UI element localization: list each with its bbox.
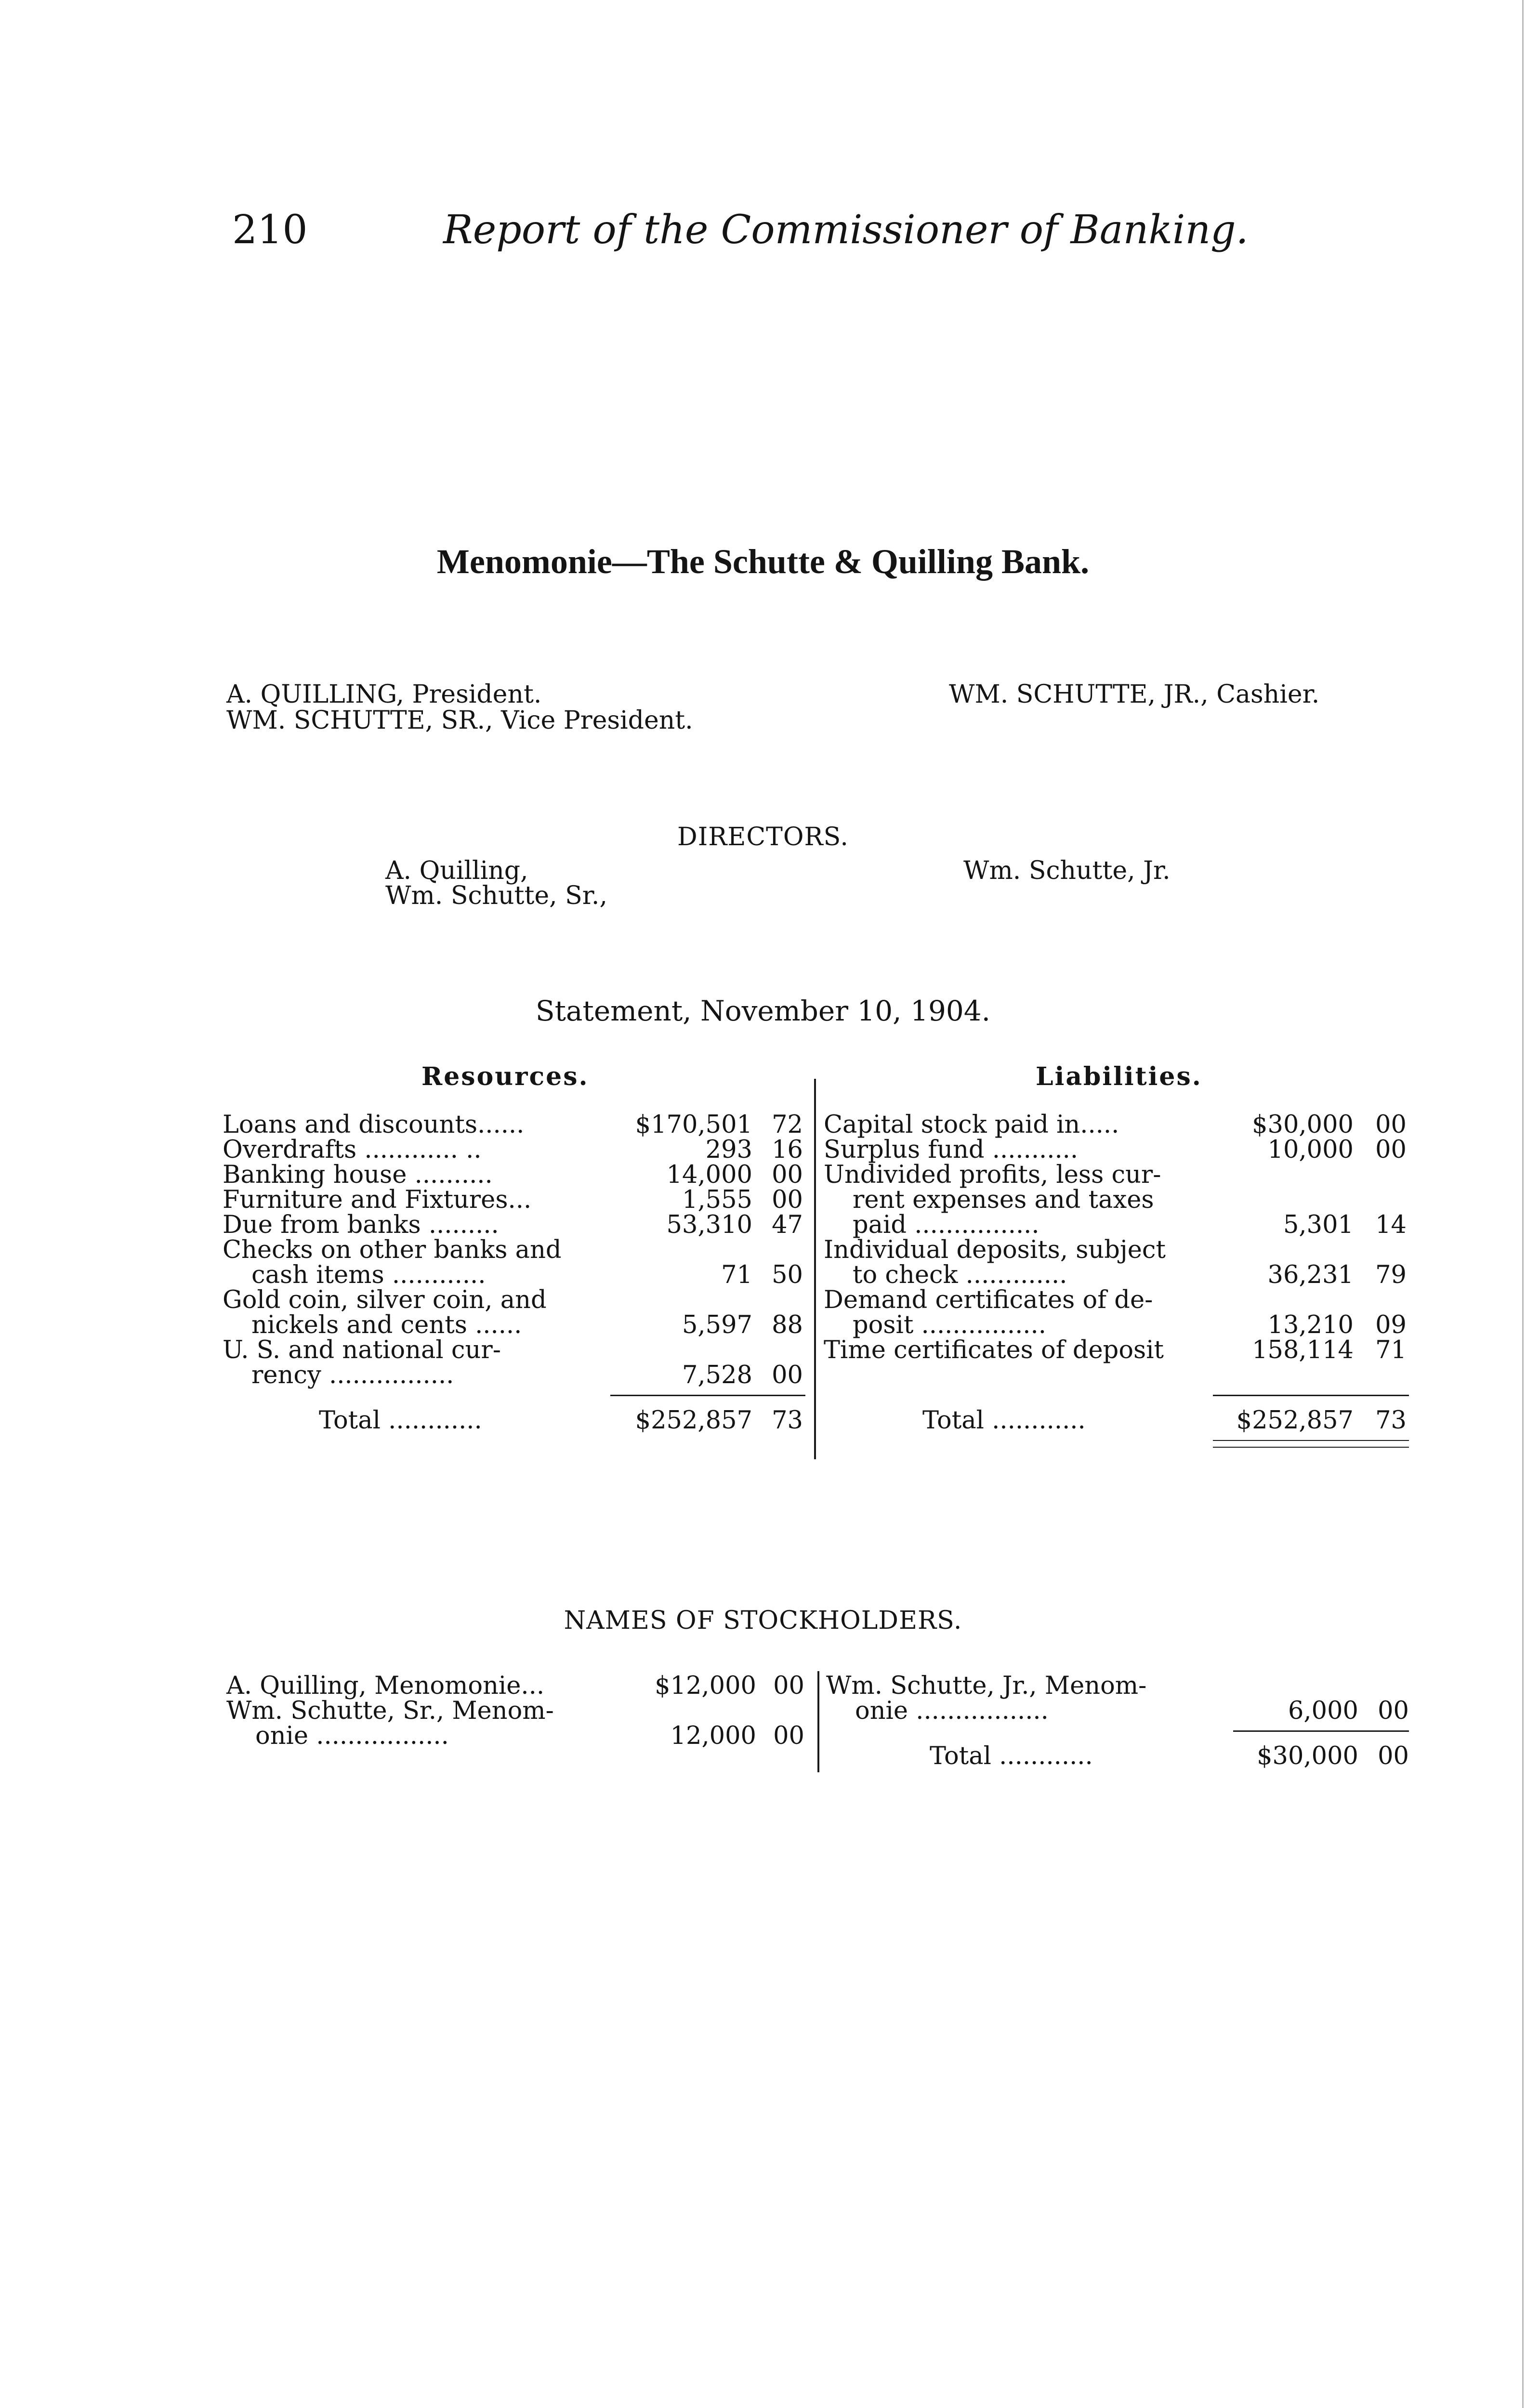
row-label: nickels and cents ...... bbox=[251, 1311, 522, 1339]
total-cents: 73 bbox=[1375, 1406, 1407, 1435]
amount-dollars: $170,501 bbox=[635, 1111, 752, 1139]
row-label: Due from banks ......... bbox=[223, 1211, 499, 1239]
amount-cents: 00 bbox=[1378, 1697, 1409, 1725]
amount-cents: 00 bbox=[773, 1722, 804, 1750]
row-label: posit ................ bbox=[853, 1311, 1046, 1339]
total-cents: 00 bbox=[1378, 1742, 1409, 1770]
liabilities-table bbox=[824, 1112, 1409, 1450]
stockholders-right-table bbox=[826, 1674, 1409, 1780]
stockholders-heading: NAMES OF STOCKHOLDERS. bbox=[564, 1606, 962, 1635]
officer-president: A. QUILLING, President. bbox=[226, 680, 542, 709]
total-label: Total ............ bbox=[922, 1406, 1086, 1435]
row-label: Wm. Schutte, Sr., Menom- bbox=[226, 1697, 554, 1725]
row-label: Overdrafts ............ .. bbox=[223, 1136, 482, 1164]
amount-dollars: 14,000 bbox=[666, 1161, 752, 1189]
amount-cents: 00 bbox=[1375, 1136, 1407, 1164]
row-label: onie ................. bbox=[855, 1697, 1049, 1725]
amount-dollars: $12,000 bbox=[655, 1672, 756, 1700]
row-label: Banking house .......... bbox=[223, 1161, 493, 1189]
row-label: Checks on other banks and bbox=[223, 1236, 562, 1264]
amount-cents: 16 bbox=[772, 1136, 803, 1164]
amount-dollars: 12,000 bbox=[670, 1722, 756, 1750]
row-label: Loans and discounts...... bbox=[223, 1111, 525, 1139]
amount-dollars: 53,310 bbox=[666, 1211, 752, 1239]
total-dollars: $252,857 bbox=[635, 1406, 752, 1435]
row-label: to check ............. bbox=[853, 1261, 1067, 1289]
total-label: Total ............ bbox=[319, 1406, 482, 1435]
row-label: Gold coin, silver coin, and bbox=[223, 1286, 547, 1314]
amount-dollars: 7,528 bbox=[682, 1361, 752, 1389]
row-label: onie ................. bbox=[255, 1722, 449, 1750]
amount-cents: 00 bbox=[1375, 1111, 1407, 1139]
statement-title: Statement, November 10, 1904. bbox=[535, 995, 991, 1027]
amount-cents: 00 bbox=[772, 1361, 803, 1389]
row-label: Capital stock paid in..... bbox=[824, 1111, 1119, 1139]
total-label: Total ............ bbox=[930, 1742, 1093, 1770]
total-rule bbox=[610, 1395, 805, 1396]
row-label: rency ................ bbox=[251, 1361, 454, 1389]
amount-cents: 47 bbox=[772, 1211, 803, 1239]
amount-dollars: $30,000 bbox=[1252, 1111, 1354, 1139]
row-label: Demand certificates of de- bbox=[824, 1286, 1153, 1314]
amount-cents: 71 bbox=[1375, 1336, 1407, 1364]
resources-heading: Resources. bbox=[421, 1062, 589, 1091]
running-title: Report of the Commissioner of Banking. bbox=[443, 207, 1249, 253]
total-dollars: $252,857 bbox=[1236, 1406, 1354, 1435]
directors-heading: DIRECTORS. bbox=[677, 823, 849, 851]
amount-cents: 79 bbox=[1375, 1261, 1407, 1289]
total-cents: 73 bbox=[772, 1406, 803, 1435]
total-rule bbox=[1233, 1730, 1409, 1732]
officer-cashier: WM. SCHUTTE, JR., Cashier. bbox=[949, 680, 1320, 709]
amount-dollars: 10,000 bbox=[1267, 1136, 1354, 1164]
row-label: rent expenses and taxes bbox=[853, 1186, 1154, 1214]
double-rule bbox=[1213, 1440, 1409, 1441]
row-label: Undivided profits, less cur- bbox=[824, 1161, 1161, 1189]
amount-dollars: 5,597 bbox=[682, 1311, 752, 1339]
amount-cents: 09 bbox=[1375, 1311, 1407, 1339]
amount-cents: 00 bbox=[772, 1186, 803, 1214]
page-number: 210 bbox=[232, 207, 308, 253]
column-divider bbox=[814, 1079, 816, 1459]
amount-dollars: 36,231 bbox=[1267, 1261, 1354, 1289]
amount-dollars: 5,301 bbox=[1283, 1211, 1354, 1239]
row-label: Furniture and Fixtures... bbox=[223, 1186, 532, 1214]
row-label: Time certificates of deposit bbox=[824, 1336, 1164, 1364]
amount-dollars: 1,555 bbox=[682, 1186, 752, 1214]
resources-table bbox=[223, 1112, 808, 1450]
row-label: Surplus fund ........... bbox=[824, 1136, 1079, 1164]
amount-cents: 50 bbox=[772, 1261, 803, 1289]
amount-dollars: 71 bbox=[721, 1261, 752, 1289]
double-rule bbox=[1213, 1447, 1409, 1448]
director-name: Wm. Schutte, Sr., bbox=[385, 881, 607, 910]
row-label: cash items ............ bbox=[251, 1261, 486, 1289]
page-edge bbox=[1522, 0, 1524, 2408]
row-label: U. S. and national cur- bbox=[223, 1336, 501, 1364]
amount-cents: 00 bbox=[773, 1672, 804, 1700]
bank-title: Menomonie—The Schutte & Quilling Bank. bbox=[436, 542, 1090, 581]
liabilities-heading: Liabilities. bbox=[1036, 1062, 1202, 1091]
director-name: Wm. Schutte, Jr. bbox=[963, 856, 1171, 885]
amount-cents: 00 bbox=[772, 1161, 803, 1189]
row-label: Wm. Schutte, Jr., Menom- bbox=[826, 1672, 1147, 1700]
row-label: Individual deposits, subject bbox=[824, 1236, 1166, 1264]
officer-vice-president: WM. SCHUTTE, SR., Vice President. bbox=[226, 706, 693, 735]
amount-cents: 14 bbox=[1375, 1211, 1407, 1239]
total-dollars: $30,000 bbox=[1257, 1742, 1358, 1770]
column-divider bbox=[817, 1671, 819, 1772]
director-name: A. Quilling, bbox=[385, 856, 528, 885]
total-rule bbox=[1213, 1395, 1409, 1396]
amount-dollars: 6,000 bbox=[1288, 1697, 1358, 1725]
row-label: A. Quilling, Menomonie... bbox=[226, 1672, 545, 1700]
amount-cents: 72 bbox=[772, 1111, 803, 1139]
amount-dollars: 158,114 bbox=[1252, 1336, 1354, 1364]
amount-dollars: 293 bbox=[705, 1136, 752, 1164]
amount-cents: 88 bbox=[772, 1311, 803, 1339]
stockholders-left-table bbox=[226, 1674, 807, 1770]
amount-dollars: 13,210 bbox=[1267, 1311, 1354, 1339]
row-label: paid ................ bbox=[853, 1211, 1039, 1239]
